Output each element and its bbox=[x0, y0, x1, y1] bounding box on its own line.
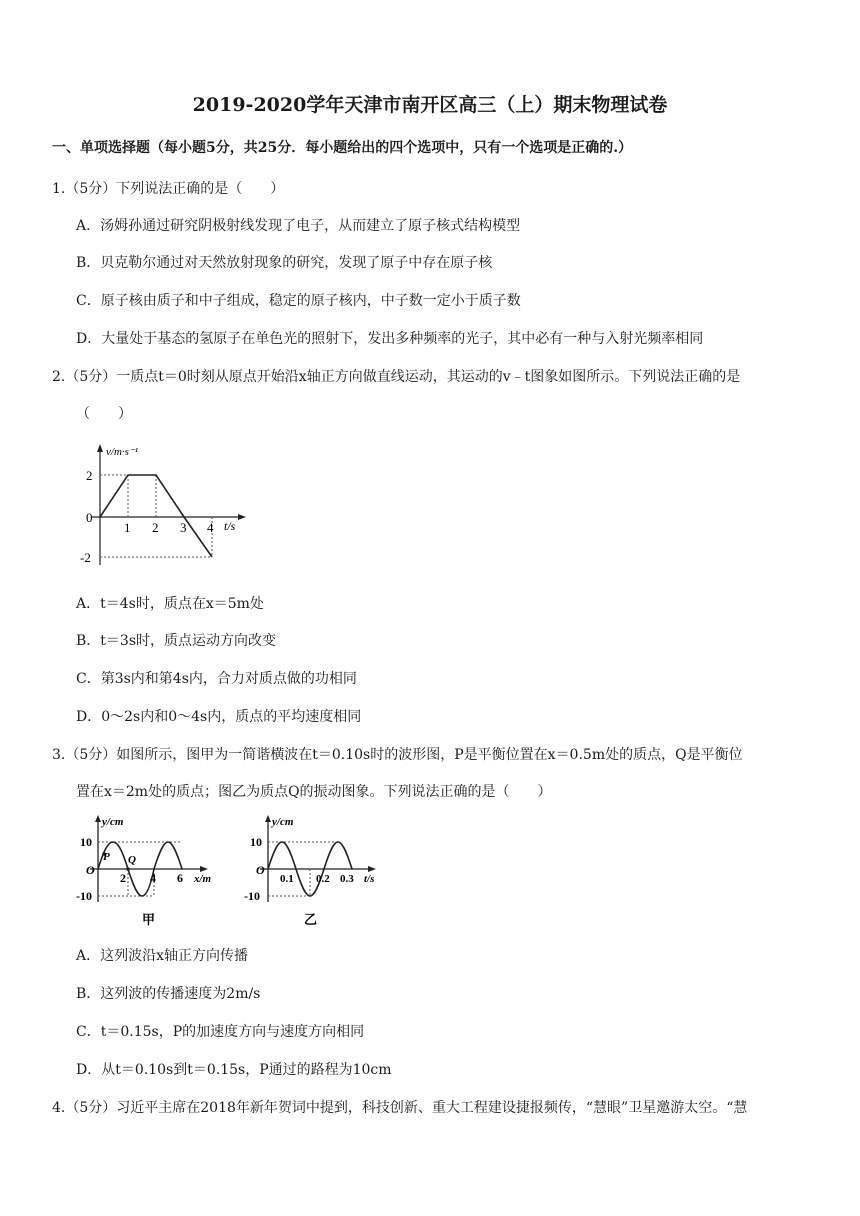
question-2-option-d: D．0～2s内和0～4s内，质点的平均速度相同 bbox=[76, 709, 362, 725]
vibration-graph-figure bbox=[244, 812, 394, 932]
vt-ytick-minus2: -2 bbox=[80, 550, 91, 565]
question-3-option-c: C．t＝0.15s，P的加速度方向与速度方向相同 bbox=[76, 1024, 365, 1040]
vt-xtick-1: 1 bbox=[124, 520, 131, 535]
vib-x-arrow bbox=[368, 866, 376, 872]
question-3-option-a: A．这列波沿x轴正方向传播 bbox=[76, 948, 249, 964]
question-3-stem-continued: 置在x＝2m处的质点；图乙为质点Q的振动图象。下列说法正确的是（ ） bbox=[76, 784, 552, 800]
y-axis-arrow bbox=[97, 444, 103, 452]
question-1-option-a: A．汤姆孙通过研究阴极射线发现了电子，从而建立了原子核式结构模型 bbox=[76, 218, 521, 234]
question-4-stem: 4.（5分）习近平主席在2018年新年贺词中提到，科技创新、重大工程建设捷报频传，“慧眼”卫星邀游太空。“慧 bbox=[52, 1100, 748, 1116]
wave-xtick-6: 6 bbox=[177, 871, 183, 885]
question-1-option-b: B．贝克勒尔通过对天然放射现象的研究，发现了原子中存在原子核 bbox=[76, 255, 493, 271]
question-1-option-d: D．大量处于基态的氢原子在单色光的照射下，发出多种频率的光子，其中必有一种与入射光频率相同 bbox=[76, 331, 704, 347]
wave-xtick-4: 4 bbox=[150, 871, 156, 885]
wave-origin: O bbox=[86, 863, 95, 877]
question-3-option-d: D．从t＝0.10s到t＝0.15s，P通过的路程为10cm bbox=[76, 1062, 392, 1078]
vib-ylabel: y/cm bbox=[272, 816, 294, 828]
page-title: 2019-2020学年天津市南开区高三（上）期末物理试卷 bbox=[192, 94, 668, 116]
question-3-option-b: B．这列波的传播速度为2m/s bbox=[76, 986, 261, 1002]
question-2-stem-continued: （ ） bbox=[76, 406, 132, 422]
wave-ytick-minus10: -10 bbox=[76, 889, 92, 903]
vib-origin: O bbox=[256, 863, 265, 877]
point-q-label: Q bbox=[128, 854, 136, 866]
wave-caption: 甲 bbox=[142, 912, 156, 927]
x-axis-arrow bbox=[238, 514, 246, 520]
vib-caption: 乙 bbox=[304, 912, 318, 927]
wave-xlabel: x/m bbox=[194, 873, 212, 885]
vt-xlabel: t/s bbox=[224, 519, 236, 533]
vt-xtick-4: 4 bbox=[207, 520, 214, 535]
question-1-option-c: C．原子核由质子和中子组成，稳定的原子核内，中子数一定小于质子数 bbox=[76, 293, 521, 309]
point-p-label: P bbox=[103, 851, 110, 863]
wave-ylabel: y/cm bbox=[102, 816, 124, 828]
vib-xtick-0-3: 0.3 bbox=[340, 873, 354, 885]
vib-xtick-0-1: 0.1 bbox=[280, 873, 294, 885]
wave-xtick-2: 2 bbox=[120, 871, 126, 885]
vt-ytick-2: 2 bbox=[86, 468, 93, 483]
vib-xtick-0-2: 0.2 bbox=[316, 873, 330, 885]
vib-xlabel: t/s bbox=[364, 873, 375, 885]
wave-y-arrow bbox=[95, 815, 101, 822]
question-2-option-c: C．第3s内和第4s内，合力对质点做的功相同 bbox=[76, 671, 357, 687]
vib-ytick-minus10: -10 bbox=[244, 889, 260, 903]
question-2-stem: 2.（5分）一质点t＝0时刻从原点开始沿x轴正方向做直线运动，其运动的v﹣t图象如图所示。下列说法正确的是 bbox=[52, 369, 741, 385]
wave-graph-figure bbox=[76, 812, 226, 932]
section-heading: 一、单项选择题（每小题5分，共25分．每小题给出的四个选项中，只有一个选项是正确的.） bbox=[52, 140, 633, 156]
wave-x-arrow bbox=[200, 866, 208, 872]
question-3-stem: 3.（5分）如图所示，图甲为一简谐横波在t＝0.10s时的波形图，P是平衡位置在x＝0.5m处的质点，Q是平衡位 bbox=[52, 747, 743, 763]
point-q-marker bbox=[126, 867, 130, 871]
question-2-option-a: A．t＝4s时，质点在x＝5m处 bbox=[76, 596, 264, 612]
question-2-option-b: B．t＝3s时，质点运动方向改变 bbox=[76, 633, 277, 649]
vt-ytick-0: 0 bbox=[86, 510, 93, 525]
vt-graph-figure bbox=[76, 440, 256, 572]
vt-xtick-2: 2 bbox=[152, 520, 159, 535]
vt-ylabel: v/m·s⁻¹ bbox=[106, 446, 139, 458]
wave-ytick-10: 10 bbox=[80, 835, 92, 849]
question-1-stem: 1.（5分）下列说法正确的是（ ） bbox=[52, 181, 285, 197]
vib-y-arrow bbox=[265, 815, 271, 822]
vib-ytick-10: 10 bbox=[250, 835, 262, 849]
vt-xtick-3: 3 bbox=[180, 520, 187, 535]
